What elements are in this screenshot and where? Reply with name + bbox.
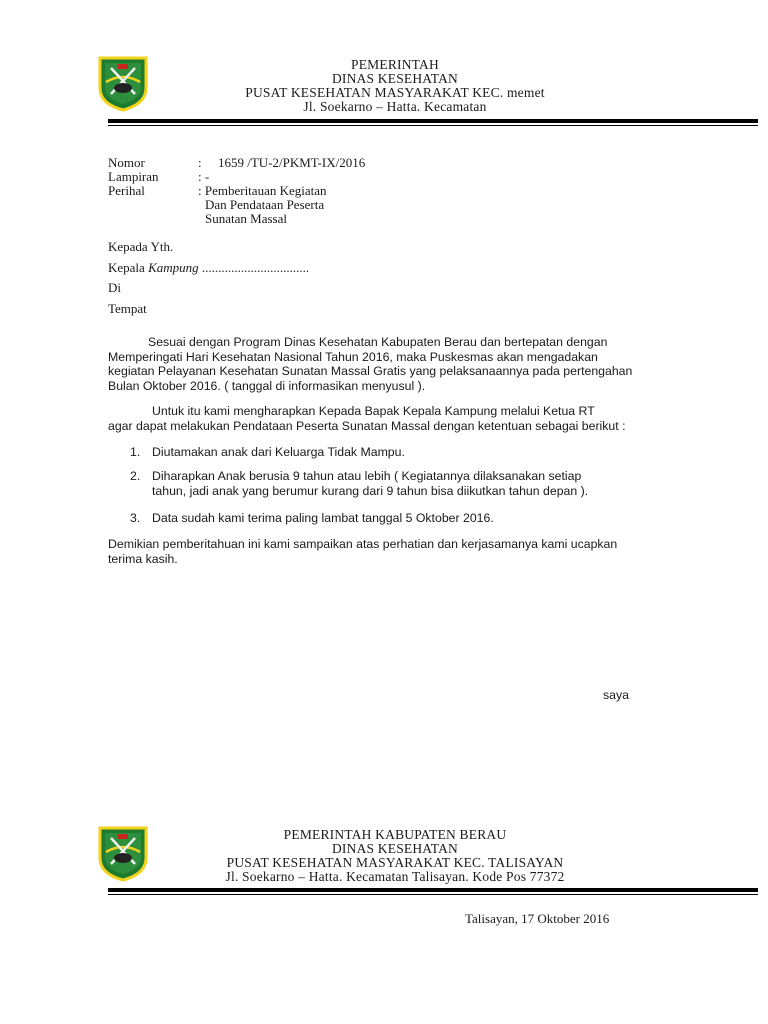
footer-health-office: DINAS KESEHATAN bbox=[331, 841, 459, 856]
closing-line: terima kasih. bbox=[108, 551, 178, 566]
letter-date: Talisayan, 17 Oktober 2016 bbox=[465, 911, 610, 926]
list-item-number: 2. bbox=[130, 469, 141, 483]
perihal-value-line2: Dan Pendataan Peserta bbox=[205, 197, 325, 212]
paragraph-request-line: Untuk itu kami mengharapkan Kepada Bapak Kepala Kampung melalui Ketua RT bbox=[152, 404, 595, 418]
lampiran-label: Lampiran bbox=[108, 169, 159, 184]
paragraph-intro bbox=[108, 335, 668, 393]
footer-divider-thick bbox=[108, 888, 758, 892]
perihal-label: Perihal bbox=[108, 183, 145, 198]
paragraph-intro-line: Sesuai dengan Program Dinas Kesehatan Kabupaten Berau dan bertepatan dengan bbox=[148, 335, 608, 349]
nomor-label: Nomor bbox=[108, 155, 145, 170]
paragraph-intro-line: Memperingati Hari Kesehatan Nasional Tahun 2016, maka Puskesmas akan mengadakan bbox=[108, 349, 598, 364]
header-divider-thin bbox=[108, 125, 758, 126]
perihal-value-line1: : Pemberitauan Kegiatan bbox=[198, 183, 327, 198]
list-item-text: tahun, jadi anak yang berumur kurang dari 9 tahun bisa diikutkan tahun depan ). bbox=[152, 483, 589, 498]
nomor-separator: : bbox=[198, 155, 202, 170]
list-item-number: 1. bbox=[130, 445, 141, 459]
signature-saya: saya bbox=[603, 688, 629, 702]
paragraph-request-line: agar dapat melakukan Pendataan Peserta Sunatan Massal dengan ketentuan sebagai berikut : bbox=[108, 418, 626, 433]
lampiran-value: : - bbox=[198, 169, 210, 184]
footer-divider-thin bbox=[108, 894, 758, 895]
berau-regency-emblem-icon bbox=[94, 54, 152, 112]
header-government: PEMERINTAH bbox=[351, 57, 439, 72]
list-item-text: Data sudah kami terima paling lambat tanggal 5 Oktober 2016. bbox=[152, 511, 494, 525]
list-item-text: Diharapkan Anak berusia 9 tahun atau lebih ( Kegiatannya dilaksanakan setiap bbox=[152, 469, 582, 483]
list-item bbox=[152, 445, 405, 460]
addressee-place: Tempat bbox=[108, 301, 147, 316]
footer-address: Jl. Soekarno – Hatta. Kecamatan Talisayan. Kode Pos 77372 bbox=[225, 869, 565, 884]
nomor-value: 1659 /TU-2/PKMT-IX/2016 bbox=[218, 155, 366, 170]
paragraph-intro-line: Bulan Oktober 2016. ( tanggal di informasikan menyusul ). bbox=[108, 378, 426, 393]
header-address: Jl. Soekarno – Hatta. Kecamatan bbox=[303, 99, 487, 114]
list-item bbox=[152, 511, 494, 526]
list-item bbox=[152, 469, 588, 498]
list-item-number: 3. bbox=[130, 511, 141, 525]
addressee-name bbox=[108, 261, 309, 275]
perihal-value-line3: Sunatan Massal bbox=[205, 211, 287, 226]
berau-regency-emblem-icon bbox=[94, 824, 152, 882]
header-puskesmas: PUSAT KESEHATAN MASYARAKAT KEC. memet bbox=[245, 85, 545, 100]
addressee-kampung: Kampung bbox=[148, 260, 199, 275]
addressee-di: Di bbox=[108, 280, 121, 295]
paragraph-request bbox=[108, 404, 668, 433]
closing-line: Demikian pemberitahuan ini kami sampaikan atas perhatian dan kerjasamanya kami ucapkan bbox=[108, 537, 618, 551]
header-health-office: DINAS KESEHATAN bbox=[331, 71, 459, 86]
footer-puskesmas: PUSAT KESEHATAN MASYARAKAT KEC. TALISAYAN bbox=[226, 855, 564, 870]
paragraph-intro-line: kegiatan Pelayanan Kesehatan Sunatan Massal Gratis yang pelaksanaannya pada pertengahan bbox=[108, 364, 633, 378]
list-item-text: Diutamakan anak dari Keluarga Tidak Mampu. bbox=[152, 445, 405, 459]
closing-paragraph bbox=[108, 537, 678, 566]
footer-government: PEMERINTAH KABUPATEN BERAU bbox=[283, 827, 507, 842]
addressee-prefix: Kepala bbox=[108, 260, 149, 275]
addressee-dots: ................................. bbox=[198, 260, 310, 275]
header-divider-thick bbox=[108, 119, 758, 123]
addressee-salutation: Kepada Yth. bbox=[108, 239, 174, 254]
